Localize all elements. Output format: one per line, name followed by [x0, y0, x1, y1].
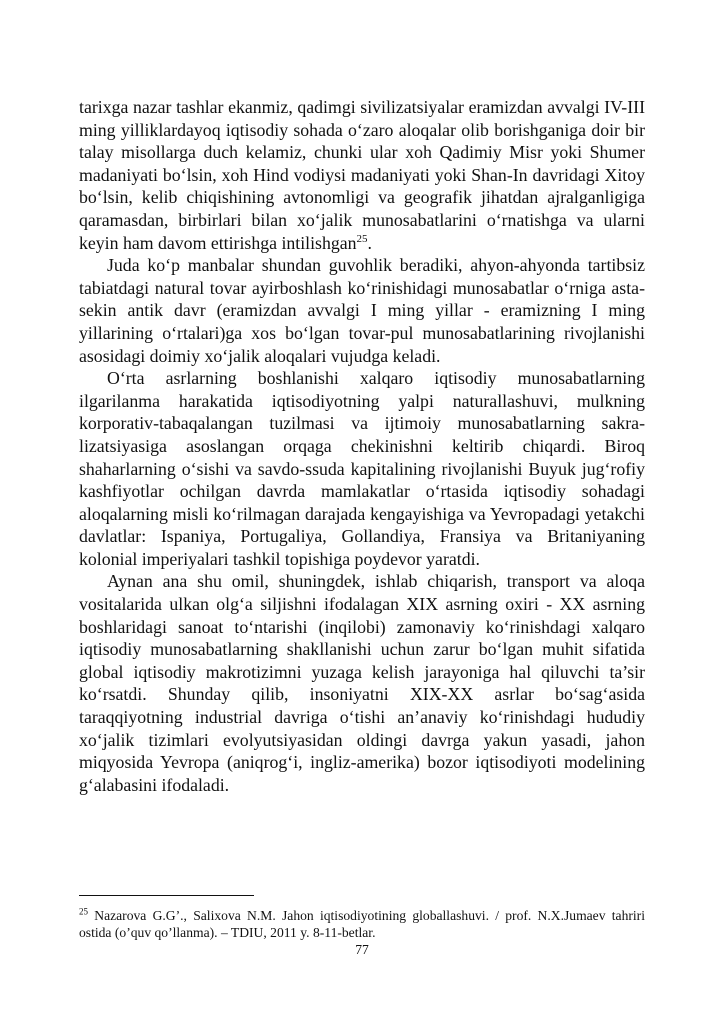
paragraph-1 [79, 96, 645, 254]
paragraph-4: Aynan ana shu omil, shuningdek, ishlab chiqarish, transport va aloqa vositalarida ulkan olg‘a siljishni ifodalagan XIX asrning oxiri - XX asrning boshlaridagi sanoat to‘ntarishi (inqilobi) zamonaviy ko‘rinishdagi xalqaro iqtisodiy munosabatlarning shakllanishi uchun zarur bo‘lgan muhit sifatida global iqtisodiy makrotizimni yuzaga kelish jarayoniga hal qiluvchi ta’sir ko‘rsatdi. Shunday qilib, insoniyatni XIX-XX asrlar bo‘sag‘asida taraqqiyotning industrial davriga o‘tishi an’anaviy ko‘rinishdagi hududiy xo‘jalik tizimlari evolyutsiyasidan oldingi davrga yakun yasadi, jahon miqyosida Yevropa (aniqrog‘i, ingliz-amerika) bozor iqtisodiyoti modelining g‘alabasini ifodaladi. [79, 571, 645, 795]
main-text [79, 96, 645, 796]
footnote-reference[interactable]: 25 [356, 232, 368, 245]
paragraph-1-text: tarixga nazar tashlar ekanmiz, qadimgi sivilizatsiyalar eramizdan avvalgi IV-III ming yilliklardayoq iqtisodiy sohada o‘zaro aloqalar olib borishganiga doir bir talay misollarga duch kelamiz, chunki ular xoh Qadimiy Misr yoki Shumer madaniyati bo‘lsin, xoh Hind vodiysi madaniyati yoki Shan-In davridagi Xitoy bo‘lsin, kelib chiqishining avtonomligi va geografik jihatdan ajralganligiga qaramasdan, birbirlari bilan xo‘jalik munosabatlarini o‘rnatishga va ularni keyin ham davom ettirishga intilishgan [79, 97, 645, 253]
page-number: 77 [355, 942, 369, 957]
footnote-separator [79, 895, 254, 896]
footnote-text: Nazarova G.G’., Salixova N.M. Jahon iqtisodiyotining globallashuvi. / prof. N.X.Jumaev tahriri ostida (o’quv qo’llanma). – TDIU, 2011 y. 8-11-betlar. [79, 908, 645, 940]
footnote-number: 25 [79, 906, 88, 917]
footnote [79, 907, 645, 941]
paragraph-3: O‘rta asrlarning boshlanishi xalqaro iqtisodiy munosabatlarning ilgarilanma harakatida iqtisodiyotning yalpi naturallashuvi, mulkning korporativ-tabaqalangan tuzilmasi va ijtimoiy munosabatlarning sakralizatsiyasiga asoslangan orqaga chekinishni keltirib chiqardi. Biroq shaharlarning o‘sishi va savdo-ssuda kapitalining rivojlanishi Buyuk jug‘rofiy kashfiyotlar ochilgan davrda mamlakatlar o‘rtasida iqtisodiy sohadagi aloqalarning misli ko‘rilmagan darajada kengayishiga va Yevropadagi yetakchi davlatlar: Ispaniya, Portugaliya, Gollandiya, Fransiya va Britaniyaning kolonial imperiyalari tashkil topishiga poydevor yaratdi. [79, 368, 645, 569]
paragraph-2: Juda ko‘p manbalar shundan guvohlik beradiki, ahyon-ahyonda tartibsiz tabiatdagi natural tovar ayirboshlash ko‘rinishidagi munosabatlar o‘rniga asta- sekin antik davr (eramizdan avvalgi I ming yillar - eramizning I ming yillarining o‘rtalari)ga xos bo‘lgan tovar-pul munosabatlarining rivojlanishi asosidagi doimiy xo‘jalik aloqalari vujudga keladi. [79, 255, 645, 366]
paragraph-1-end: . [367, 232, 372, 253]
